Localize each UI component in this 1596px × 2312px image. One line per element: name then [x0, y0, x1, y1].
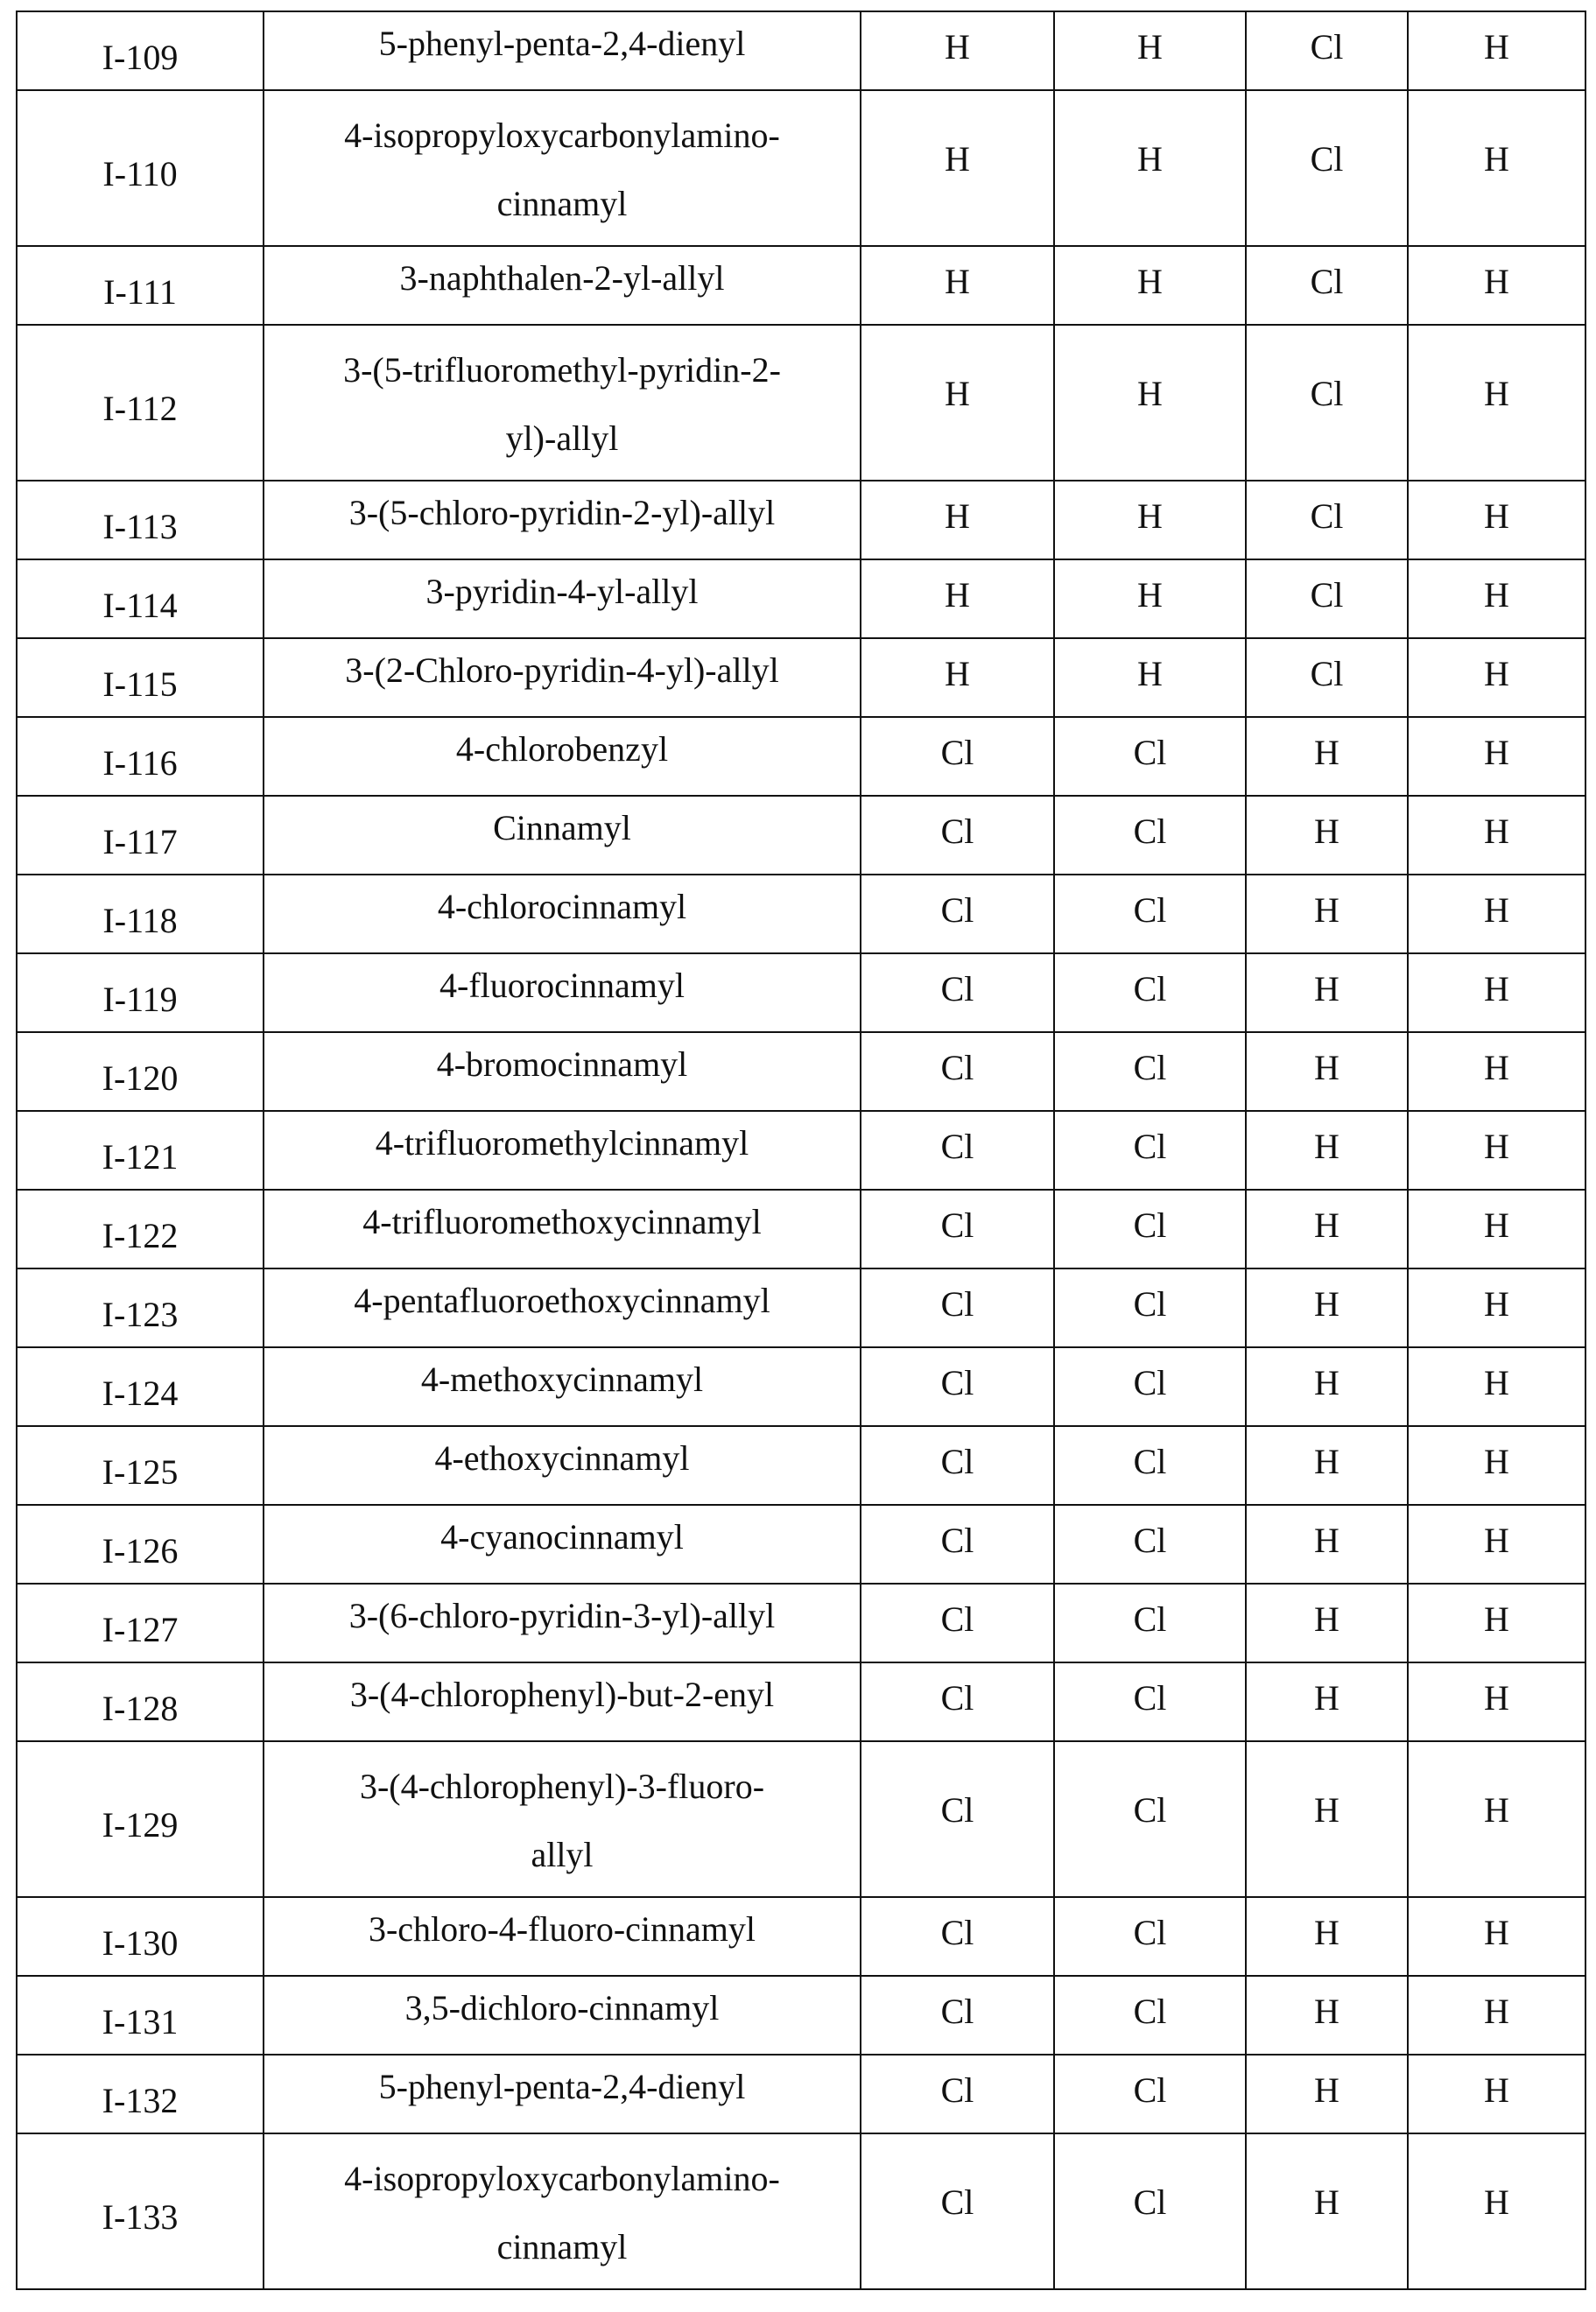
substituent-name-cell	[264, 717, 861, 796]
substituent-name-line: 3-(5-trifluoromethyl-pyridin-2-	[343, 350, 781, 390]
table-row	[17, 638, 1585, 717]
substituent-name-cell	[264, 1976, 861, 2055]
table-row	[17, 325, 1585, 481]
compound-id-cell: I-119	[17, 953, 264, 1032]
r1-cell: Cl	[861, 1032, 1054, 1111]
r1-cell: Cl	[861, 796, 1054, 875]
r1-cell: H	[861, 559, 1054, 638]
table-row	[17, 1426, 1585, 1505]
compound-id-cell: I-110	[17, 90, 264, 246]
substituent-name-line: 3-(5-chloro-pyridin-2-yl)-allyl	[348, 493, 776, 532]
substituent-name-line: 4-trifluoromethylcinnamyl	[375, 1123, 749, 1163]
r4-cell: H	[1408, 1741, 1585, 1897]
r2-cell: Cl	[1054, 1347, 1246, 1426]
substituent-name-cell	[264, 1032, 861, 1111]
r4-cell: H	[1408, 325, 1585, 481]
r1-cell: Cl	[861, 1268, 1054, 1347]
table-row	[17, 2133, 1585, 2289]
r3-cell: H	[1246, 1976, 1408, 2055]
r4-cell: H	[1408, 796, 1585, 875]
substituent-name-cell	[264, 246, 861, 325]
substituent-name-cell	[264, 638, 861, 717]
compound-id-cell: I-118	[17, 875, 264, 953]
compound-id-cell: I-109	[17, 11, 264, 90]
substituent-name-line: Cinnamyl	[493, 808, 631, 847]
r3-cell: H	[1246, 1426, 1408, 1505]
substituent-name-line: 4-isopropyloxycarbonylamino-	[344, 2159, 780, 2198]
r3-cell: H	[1246, 953, 1408, 1032]
r1-cell: H	[861, 481, 1054, 559]
r2-cell: Cl	[1054, 875, 1246, 953]
substituent-name-line: 3-(2-Chloro-pyridin-4-yl)-allyl	[345, 650, 779, 690]
r1-cell: Cl	[861, 1426, 1054, 1505]
substituent-name-line: 4-chlorocinnamyl	[437, 887, 687, 926]
r3-cell: H	[1246, 1662, 1408, 1741]
r4-cell: H	[1408, 90, 1585, 246]
substituent-name-cell	[264, 2133, 861, 2289]
substituent-name-cell	[264, 796, 861, 875]
compound-id-cell: I-121	[17, 1111, 264, 1190]
r1-cell: Cl	[861, 1897, 1054, 1976]
table-row	[17, 1268, 1585, 1347]
r4-cell: H	[1408, 953, 1585, 1032]
r4-cell: H	[1408, 246, 1585, 325]
compound-id-cell: I-125	[17, 1426, 264, 1505]
r2-cell: Cl	[1054, 2133, 1246, 2289]
table-row	[17, 481, 1585, 559]
table-row	[17, 1032, 1585, 1111]
r2-cell: Cl	[1054, 1662, 1246, 1741]
compound-id-cell: I-123	[17, 1268, 264, 1347]
substituent-name-cell	[264, 481, 861, 559]
r2-cell: H	[1054, 325, 1246, 481]
r4-cell: H	[1408, 11, 1585, 90]
r4-cell: H	[1408, 559, 1585, 638]
r1-cell: Cl	[861, 1505, 1054, 1584]
r3-cell: H	[1246, 717, 1408, 796]
r2-cell: Cl	[1054, 717, 1246, 796]
table-row	[17, 246, 1585, 325]
compound-id-cell: I-131	[17, 1976, 264, 2055]
r1-cell: Cl	[861, 1111, 1054, 1190]
substituent-name-cell	[264, 875, 861, 953]
substituent-name-line: cinnamyl	[496, 184, 628, 223]
r4-cell: H	[1408, 2133, 1585, 2289]
table-row	[17, 1897, 1585, 1976]
substituent-name-line: cinnamyl	[496, 2227, 628, 2266]
r1-cell: Cl	[861, 1584, 1054, 1662]
r2-cell: Cl	[1054, 1976, 1246, 2055]
substituent-name-line: 3-(4-chlorophenyl)-but-2-enyl	[349, 1675, 775, 1714]
substituent-name-cell	[264, 1111, 861, 1190]
r3-cell: Cl	[1246, 11, 1408, 90]
r2-cell: Cl	[1054, 1897, 1246, 1976]
substituent-name-line: 4-ethoxycinnamyl	[434, 1438, 690, 1478]
r4-cell: H	[1408, 1190, 1585, 1268]
substituent-name-cell	[264, 1268, 861, 1347]
table-row	[17, 11, 1585, 90]
r2-cell: Cl	[1054, 1426, 1246, 1505]
r3-cell: H	[1246, 1505, 1408, 1584]
compound-id-cell: I-129	[17, 1741, 264, 1897]
r1-cell: Cl	[861, 1662, 1054, 1741]
substituent-name-cell	[264, 11, 861, 90]
r3-cell: H	[1246, 1268, 1408, 1347]
substituent-name-line: 4-isopropyloxycarbonylamino-	[344, 116, 780, 155]
compound-id-cell: I-113	[17, 481, 264, 559]
r1-cell: Cl	[861, 1976, 1054, 2055]
r4-cell: H	[1408, 1584, 1585, 1662]
r4-cell: H	[1408, 1268, 1585, 1347]
r3-cell: Cl	[1246, 481, 1408, 559]
r4-cell: H	[1408, 1976, 1585, 2055]
substituent-name-cell	[264, 1190, 861, 1268]
compound-id-cell: I-130	[17, 1897, 264, 1976]
r2-cell: Cl	[1054, 1584, 1246, 1662]
r1-cell: Cl	[861, 1741, 1054, 1897]
r1-cell: Cl	[861, 2055, 1054, 2133]
substituent-name-line: 3,5-dichloro-cinnamyl	[404, 1988, 720, 2027]
r2-cell: Cl	[1054, 1032, 1246, 1111]
substituent-name-cell	[264, 1347, 861, 1426]
substituent-name-cell	[264, 1741, 861, 1897]
compound-id-cell: I-128	[17, 1662, 264, 1741]
r3-cell: H	[1246, 2133, 1408, 2289]
compound-id-cell: I-124	[17, 1347, 264, 1426]
r1-cell: H	[861, 11, 1054, 90]
substituent-name-cell	[264, 2055, 861, 2133]
r2-cell: Cl	[1054, 1268, 1246, 1347]
r1-cell: Cl	[861, 1347, 1054, 1426]
r3-cell: Cl	[1246, 638, 1408, 717]
r2-cell: H	[1054, 90, 1246, 246]
r3-cell: H	[1246, 1584, 1408, 1662]
substituent-name-line: 3-naphthalen-2-yl-allyl	[399, 258, 725, 298]
r4-cell: H	[1408, 1032, 1585, 1111]
r3-cell: H	[1246, 875, 1408, 953]
r2-cell: H	[1054, 481, 1246, 559]
r1-cell: H	[861, 246, 1054, 325]
table-row	[17, 796, 1585, 875]
compound-id-cell: I-132	[17, 2055, 264, 2133]
table-row	[17, 2055, 1585, 2133]
substituent-name-cell	[264, 559, 861, 638]
table-row	[17, 1662, 1585, 1741]
r2-cell: H	[1054, 638, 1246, 717]
substituent-name-line: 4-bromocinnamyl	[436, 1044, 688, 1084]
table-row	[17, 1111, 1585, 1190]
table-row	[17, 1741, 1585, 1897]
r2-cell: Cl	[1054, 1111, 1246, 1190]
r2-cell: Cl	[1054, 1741, 1246, 1897]
r3-cell: H	[1246, 796, 1408, 875]
compound-id-cell: I-114	[17, 559, 264, 638]
r3-cell: Cl	[1246, 246, 1408, 325]
r4-cell: H	[1408, 481, 1585, 559]
r3-cell: Cl	[1246, 90, 1408, 246]
substituent-name-line: 4-chlorobenzyl	[455, 729, 669, 769]
substituent-name-line: 4-methoxycinnamyl	[420, 1360, 704, 1399]
r3-cell: Cl	[1246, 325, 1408, 481]
r2-cell: Cl	[1054, 796, 1246, 875]
compound-id-cell: I-116	[17, 717, 264, 796]
substituent-name-line: yl)-allyl	[505, 418, 619, 458]
r4-cell: H	[1408, 2055, 1585, 2133]
r1-cell: Cl	[861, 2133, 1054, 2289]
compound-table	[16, 11, 1586, 2290]
substituent-name-line: 3-chloro-4-fluoro-cinnamyl	[368, 1909, 756, 1949]
compound-id-cell: I-111	[17, 246, 264, 325]
compound-id-cell: I-115	[17, 638, 264, 717]
compound-table-container	[16, 11, 1585, 2290]
table-row	[17, 1505, 1585, 1584]
r1-cell: Cl	[861, 953, 1054, 1032]
substituent-name-line: 4-cyanocinnamyl	[440, 1517, 684, 1557]
r4-cell: H	[1408, 1505, 1585, 1584]
r4-cell: H	[1408, 1426, 1585, 1505]
substituent-name-line: 4-pentafluoroethoxycinnamyl	[354, 1281, 770, 1320]
r1-cell: H	[861, 638, 1054, 717]
table-row	[17, 875, 1585, 953]
r4-cell: H	[1408, 875, 1585, 953]
substituent-name-cell	[264, 325, 861, 481]
compound-table-body	[17, 11, 1585, 2289]
r3-cell: H	[1246, 1032, 1408, 1111]
r3-cell: H	[1246, 1111, 1408, 1190]
r4-cell: H	[1408, 638, 1585, 717]
r3-cell: H	[1246, 2055, 1408, 2133]
r3-cell: H	[1246, 1190, 1408, 1268]
substituent-name-line: 5-phenyl-penta-2,4-dienyl	[378, 24, 746, 63]
r2-cell: Cl	[1054, 1505, 1246, 1584]
table-row	[17, 1190, 1585, 1268]
table-row	[17, 1976, 1585, 2055]
r2-cell: H	[1054, 246, 1246, 325]
r1-cell: Cl	[861, 875, 1054, 953]
r2-cell: Cl	[1054, 1190, 1246, 1268]
r4-cell: H	[1408, 1111, 1585, 1190]
substituent-name-cell	[264, 1662, 861, 1741]
substituent-name-cell	[264, 1897, 861, 1976]
compound-id-cell: I-120	[17, 1032, 264, 1111]
r2-cell: Cl	[1054, 2055, 1246, 2133]
compound-id-cell: I-112	[17, 325, 264, 481]
r4-cell: H	[1408, 717, 1585, 796]
r3-cell: H	[1246, 1347, 1408, 1426]
substituent-name-cell	[264, 90, 861, 246]
r2-cell: H	[1054, 559, 1246, 638]
r2-cell: H	[1054, 11, 1246, 90]
r1-cell: Cl	[861, 717, 1054, 796]
r1-cell: H	[861, 325, 1054, 481]
table-row	[17, 90, 1585, 246]
compound-id-cell: I-133	[17, 2133, 264, 2289]
r1-cell: H	[861, 90, 1054, 246]
substituent-name-cell	[264, 1426, 861, 1505]
substituent-name-line: 4-fluorocinnamyl	[439, 966, 685, 1005]
substituent-name-cell	[264, 1505, 861, 1584]
compound-id-cell: I-117	[17, 796, 264, 875]
table-row	[17, 717, 1585, 796]
compound-id-cell: I-127	[17, 1584, 264, 1662]
r4-cell: H	[1408, 1897, 1585, 1976]
table-row	[17, 559, 1585, 638]
table-row	[17, 1347, 1585, 1426]
substituent-name-cell	[264, 953, 861, 1032]
substituent-name-line: 3-(4-chlorophenyl)-3-fluoro-	[359, 1767, 765, 1806]
substituent-name-cell	[264, 1584, 861, 1662]
r3-cell: Cl	[1246, 559, 1408, 638]
substituent-name-line: 4-trifluoromethoxycinnamyl	[362, 1202, 762, 1241]
r1-cell: Cl	[861, 1190, 1054, 1268]
r3-cell: H	[1246, 1741, 1408, 1897]
r2-cell: Cl	[1054, 953, 1246, 1032]
substituent-name-line: 3-(6-chloro-pyridin-3-yl)-allyl	[348, 1596, 776, 1635]
compound-id-cell: I-122	[17, 1190, 264, 1268]
table-row	[17, 953, 1585, 1032]
substituent-name-line: 5-phenyl-penta-2,4-dienyl	[378, 2067, 746, 2106]
r4-cell: H	[1408, 1662, 1585, 1741]
substituent-name-line: allyl	[531, 1835, 594, 1874]
compound-id-cell: I-126	[17, 1505, 264, 1584]
substituent-name-line: 3-pyridin-4-yl-allyl	[425, 572, 699, 611]
r3-cell: H	[1246, 1897, 1408, 1976]
r4-cell: H	[1408, 1347, 1585, 1426]
table-row	[17, 1584, 1585, 1662]
